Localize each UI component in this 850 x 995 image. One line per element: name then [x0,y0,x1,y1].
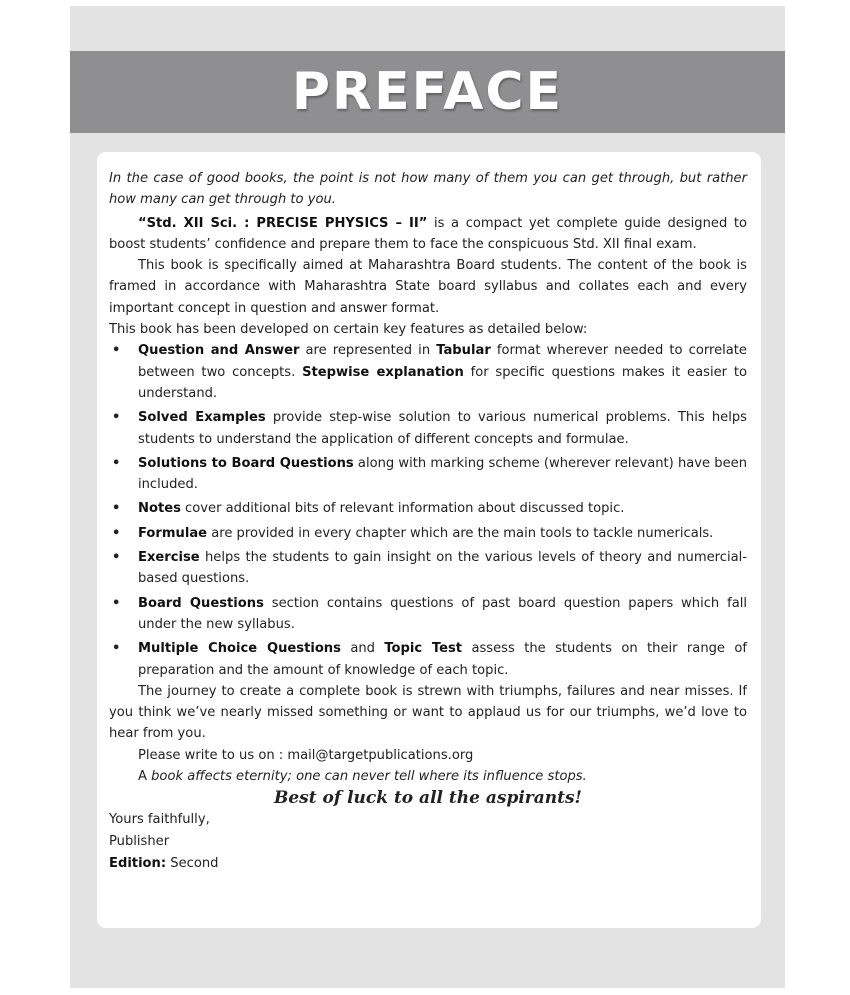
feature-term: Notes [138,501,181,517]
feature-text: for specific questions makes it easier to understand. [138,364,747,401]
bullet-icon: • [112,455,121,471]
feature-term: Stepwise explanation [302,364,464,380]
preface-banner [70,51,785,133]
feature-text: section contains questions of past board question papers which fall under the new syllabus. [138,595,747,632]
closing-quote [109,766,747,787]
signature-closing: Yours faithfully, [109,812,210,828]
journey-paragraph: The journey to create a complete book is strewn with triumphs, failures and near misses. If you think we’ve nearly missed something or want to applaud us for our triumphs, we’d love to hear from you. [109,683,747,742]
feature-text: and [340,641,385,657]
feature-text: are provided in every chapter which are the main tools to tackle numericals. [207,525,714,541]
bullet-icon: • [112,343,121,359]
list-item [109,407,747,450]
feature-term: Question and Answer [138,343,300,359]
edition-label: Edition: [109,856,167,872]
intro-text: is a compact yet complete guide designed to boost students’ confidence and prepare them to face the conspicuous Std. XII final exam. [109,215,748,252]
feature-term: Tabular [436,343,491,359]
bullet-icon: • [112,595,121,611]
list-item [109,498,747,519]
edition-value: Second [166,856,219,872]
feature-text: helps the students to gain insight on the various levels of theory and numercial-based questions. [138,550,747,587]
feature-term: Topic Test [384,641,463,657]
preface-content [109,168,747,875]
page-title: PREFACE [291,62,564,122]
closing-quote-lead: A [138,769,152,785]
list-item [109,638,747,681]
bullet-icon: • [112,410,121,426]
list-item [109,547,747,590]
contact-email: mail@targetpublications.org [287,747,474,763]
feature-term: Formulae [138,525,208,541]
feature-term: Solved Examples [138,410,266,426]
bullet-icon: • [112,641,121,657]
bullet-icon: • [112,525,121,541]
feature-text: are represented in [299,343,437,359]
feature-term: Board Questions [138,595,264,611]
bullet-icon: • [112,501,121,517]
contact-label: Please write to us on : [138,747,288,763]
feature-text: cover additional bits of relevant information about discussed topic. [180,501,625,517]
features-intro: This book has been developed on certain key features as detailed below: [109,322,588,338]
feature-text: assess the students on their range of preparation and the amount of knowledge of each topic. [138,641,747,678]
feature-list [109,340,747,680]
edition-line [109,853,747,875]
intro-paragraph [109,213,747,256]
bullet-icon: • [112,550,121,566]
closing-quote-text: book affects eternity; one can never tell where its influence stops. [151,769,587,785]
page [70,6,785,988]
feature-text: along with marking scheme (wherever relevant) have been included. [138,455,747,493]
signature-block [109,809,747,875]
feature-term: Solutions to Board Questions [138,455,354,471]
feature-text: provide step-wise solution to various numerical problems. This helps students to understand the application of different concepts and formulae. [138,410,747,447]
aim-paragraph: This book is specifically aimed at Maharashtra Board students. The content of the book is framed in accordance with Maharashtra State board syllabus and collates each and every important concept in question and answer format. [109,258,747,316]
list-item [109,523,747,544]
preface-card [97,152,761,928]
feature-term: Exercise [138,550,200,566]
opening-quote: In the case of good books, the point is not how many of them you can get through, but rather how many can get through to you. [109,171,747,208]
feature-term: Multiple Choice Questions [138,641,341,657]
list-item [109,593,747,636]
book-title: “Std. XII Sci. : PRECISE PHYSICS – II” [138,215,428,231]
feature-text: format wherever needed to correlate between two concepts. [138,343,747,380]
list-item [109,340,747,404]
best-wishes: Best of luck to all the aspirants! [273,788,583,809]
contact-line [109,745,747,766]
list-item [109,453,747,496]
signature-publisher: Publisher [109,834,170,850]
